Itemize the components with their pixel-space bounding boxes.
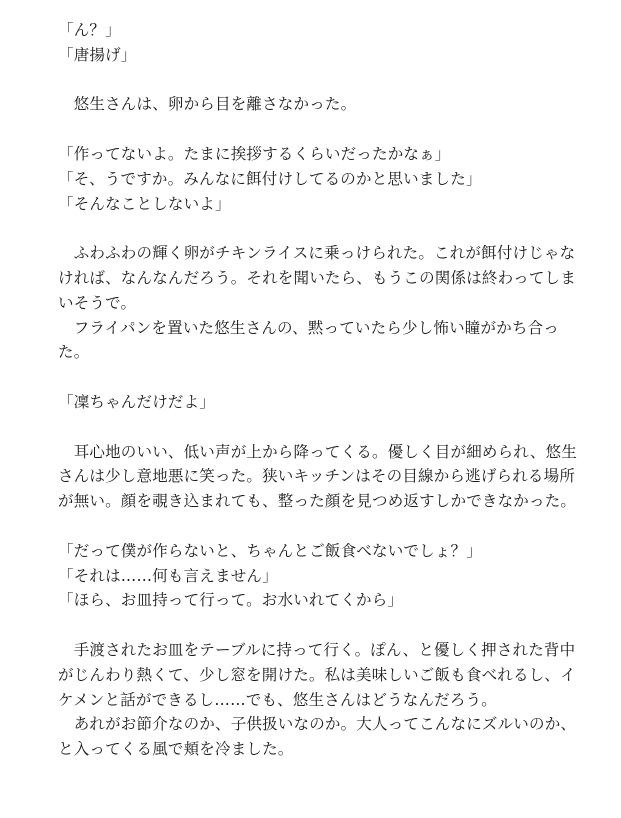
text-line: 「唐揚げ」 (58, 45, 137, 64)
text-line: ければ、なんなんだろう。それを聞いたら、もうこの関係は終わってしま (58, 268, 576, 287)
blank-line (58, 117, 578, 142)
text-line: た。 (58, 343, 90, 362)
blank-line (58, 68, 578, 93)
text-line: が無い。顔を覗き込まれても、整った顔を見つめ返すしかできなかった。 (58, 492, 577, 511)
text-line: がじんわり熱くて、少し窓を開けた。私は美味しいご飯も食べれるし、イ (58, 665, 576, 684)
blank-line (58, 514, 578, 539)
text-line: あれがお節介なのか、子供扱いなのか。大人ってこんなにズルいのか、 (58, 715, 577, 734)
text-line: 「ん？」 (58, 21, 121, 39)
text-line: フライパンを置いた悠生さんの、黙っていたら少し怖い瞳がかち合っ (58, 318, 560, 337)
text-line: 「だって僕が作らないと、ちゃんとご飯食べないでしょ？」 (58, 541, 482, 560)
text-line: ふわふわの輝く卵がチキンライスに乗っけられた。これが餌付けじゃな (58, 244, 576, 263)
document-body (58, 18, 578, 762)
text-line: ケメンと話ができるし……でも、悠生さんはどうなんだろう。 (58, 690, 497, 709)
blank-line (58, 613, 578, 638)
text-line: 「そ、うですか。みんなに餌付けしてるのかと思いました」 (58, 169, 482, 188)
text-line: 耳心地のいい、低い声が上から降ってくる。優しく目が細められ、悠生 (58, 442, 578, 461)
text-line: 手渡されたお皿をテーブルに持って行く。ぽん、と優しく押された背中 (58, 640, 576, 659)
text-line: 「凜ちゃんだけだよ」 (58, 392, 216, 411)
text-line: いそうで。 (58, 293, 137, 312)
text-line: 「そんなことしないよ」 (58, 194, 231, 213)
blank-line (58, 216, 578, 241)
text-line: と入ってくる風で頬を冷ました。 (58, 740, 294, 759)
text-line: 「作ってないよ。たまに挨拶するくらいだったかなぁ」 (58, 144, 451, 163)
text-line: さんは少し意地悪に笑った。狭いキッチンはその目線から逃げられる場所 (58, 467, 576, 486)
blank-line (58, 415, 578, 440)
blank-line (58, 365, 578, 390)
text-line: 「それは……何も言えません」 (58, 566, 278, 585)
text-line: 悠生さんは、卵から目を離さなかった。 (58, 95, 357, 114)
text-line: 「ほら、お皿持って行って。お水いれてくから」 (58, 591, 404, 610)
